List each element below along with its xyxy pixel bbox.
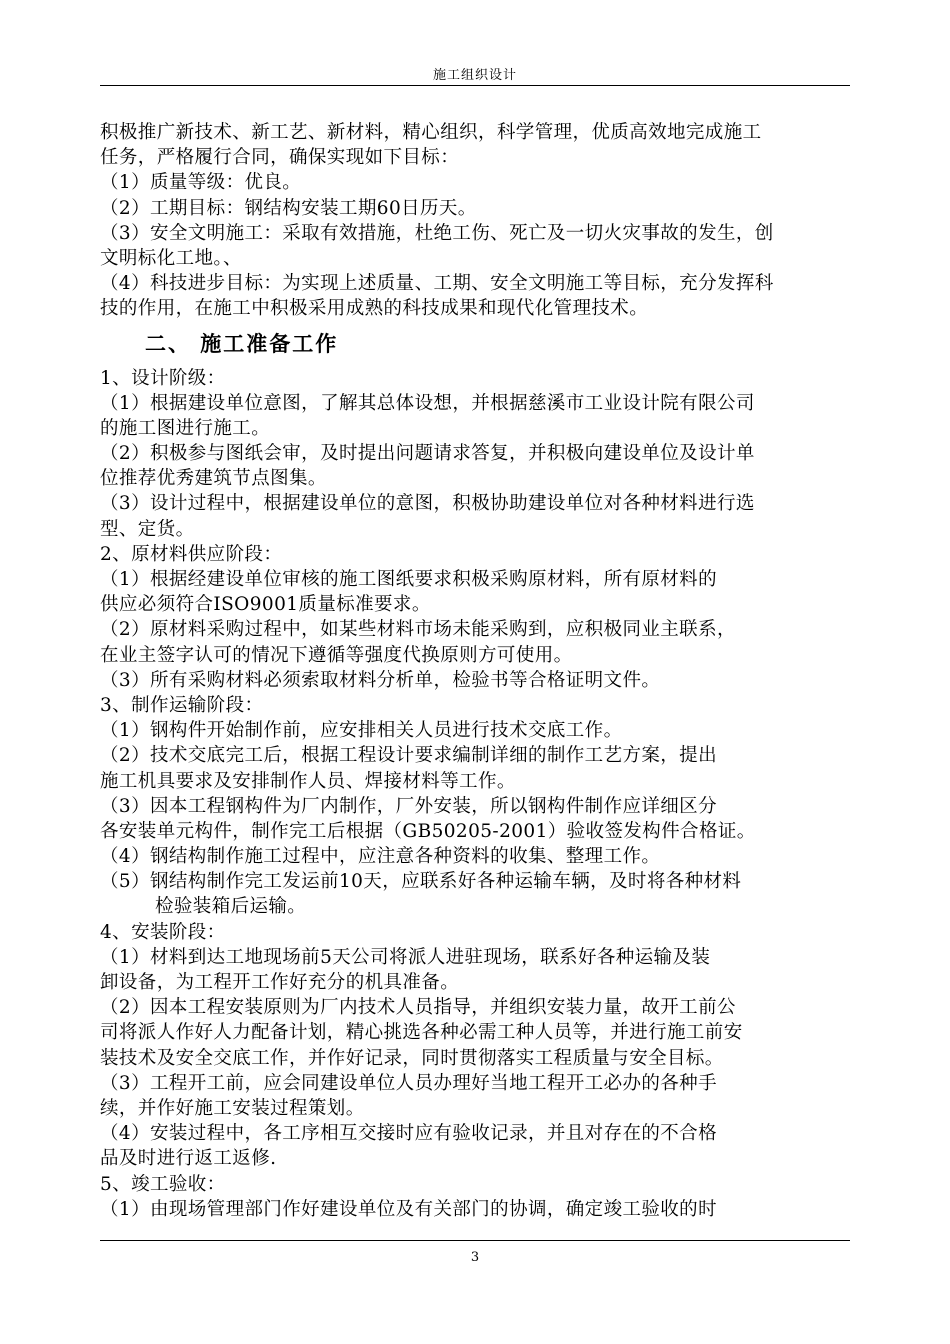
header-rule [100, 85, 850, 86]
paragraph-line: （1）根据建设单位意图，了解其总体设想，并根据慈溪市工业设计院有限公司 [100, 392, 755, 414]
paragraph-line: 检验装箱后运输。 [155, 896, 307, 918]
paragraph-line: 2、原材料供应阶段： [100, 543, 283, 565]
paragraph-line: （4）安装过程中，各工序相互交接时应有验收记录，并且对存在的不合格 [100, 1123, 717, 1145]
paragraph-line: 积极推广新技术、新工艺、新材料，精心组织，科学管理，优质高效地完成施工 [100, 122, 762, 143]
paragraph-line: 供应必须符合ISO9001质量标准要求。 [100, 594, 431, 616]
paragraph-line: 施工机具要求及安排制作人员、焊接材料等工作。 [100, 770, 516, 792]
paragraph-line: （4）钢结构制作施工过程中，应注意各种资料的收集、整理工作。 [100, 846, 661, 868]
paragraph-line: 在业主签字认可的情况下遵循等强度代换原则方可使用。 [100, 644, 573, 666]
paragraph-line: 5、竣工验收： [100, 1173, 226, 1195]
paragraph-line: 技的作用，在施工中积极采用成熟的科技成果和现代化管理技术。 [100, 298, 649, 320]
footer-rule [100, 1240, 850, 1241]
paragraph-line: 位推荐优秀建筑节点图集。 [100, 468, 327, 490]
document-body [100, 120, 855, 1222]
paragraph-line: （1）质量等级：优良。 [100, 172, 302, 194]
paragraph-line: 司将派人作好人力配备计划，精心挑选各种必需工种人员等，并进行施工前安 [100, 1022, 743, 1044]
paragraph-line: （3）所有采购材料必须索取材料分析单，检验书等合格证明文件。 [100, 669, 661, 691]
paragraph-line: 的施工图进行施工。 [100, 417, 271, 439]
paragraph-line: （3）安全文明施工：采取有效措施，杜绝工伤、死亡及一切火灾事故的发生，创 [100, 222, 774, 244]
paragraph-line: 装技术及安全交底工作，并作好记录，同时贯彻落实工程质量与安全目标。 [100, 1047, 724, 1069]
paragraph-line: （5）钢结构制作完工发运前10天，应联系好各种运输车辆，及时将各种材料 [100, 871, 742, 893]
paragraph-line: （2）工期目标：钢结构安装工期60日历天。 [100, 197, 477, 219]
paragraph-line: （2）原材料采购过程中，如某些材料市场未能采购到，应积极同业主联系， [100, 619, 736, 641]
page-number: 3 [470, 1250, 480, 1265]
page-header-title: 施工组织设计 [432, 68, 517, 83]
paragraph-line: （2）因本工程安装原则为厂内技术人员指导，并组织安装力量，故开工前公 [100, 997, 736, 1019]
paragraph-line: （1）由现场管理部门作好建设单位及有关部门的协调，确定竣工验收的时 [100, 1198, 717, 1220]
paragraph-line: （1）钢构件开始制作前，应安排相关人员进行技术交底工作。 [100, 720, 623, 742]
paragraph-line: （4）科技进步目标：为实现上述质量、工期、安全文明施工等目标，充分发挥科 [100, 273, 774, 295]
paragraph-line: 卸设备，为工程开工作好充分的机具准备。 [100, 972, 460, 993]
paragraph-line: （1）根据经建设单位审核的施工图纸要求积极采购原材料，所有原材料的 [100, 569, 717, 590]
paragraph-line: 型、定货。 [100, 518, 195, 540]
paragraph-line: 文明标化工地。、 [100, 247, 242, 269]
section-heading: 二、 施工准备工作 [145, 330, 339, 356]
paragraph-line: 4、安装阶段： [100, 921, 226, 943]
paragraph-line: 各安装单元构件，制作完工后根据（GB50205-2001）验收签发构件合格证。 [100, 820, 756, 842]
paragraph-line: 品及时进行返工返修. [100, 1148, 277, 1170]
paragraph-line: （1）材料到达工地现场前5天公司将派人进驻现场，联系好各种运输及装 [100, 946, 711, 968]
paragraph-line: 1、设计阶级： [100, 367, 226, 389]
paragraph-line: 续，并作好施工安装过程策划。 [100, 1097, 365, 1119]
paragraph-line: 3、制作运输阶段： [100, 694, 264, 716]
paragraph-line: （3）因本工程钢构件为厂内制作，厂外安装，所以钢构件制作应详细区分 [100, 795, 717, 817]
paragraph-line: （3）设计过程中，根据建设单位的意图，积极协助建设单位对各种材料进行选 [100, 493, 755, 515]
paragraph-line: （3）工程开工前，应会同建设单位人员办理好当地工程开工必办的各种手 [100, 1072, 717, 1094]
paragraph-line: （2）技术交底完工后，根据工程设计要求编制详细的制作工艺方案，提出 [100, 745, 717, 767]
paragraph-line: 任务，严格履行合同，确保实现如下目标： [100, 147, 460, 169]
paragraph-line: （2）积极参与图纸会审，及时提出问题请求答复，并积极向建设单位及设计单 [100, 443, 755, 465]
